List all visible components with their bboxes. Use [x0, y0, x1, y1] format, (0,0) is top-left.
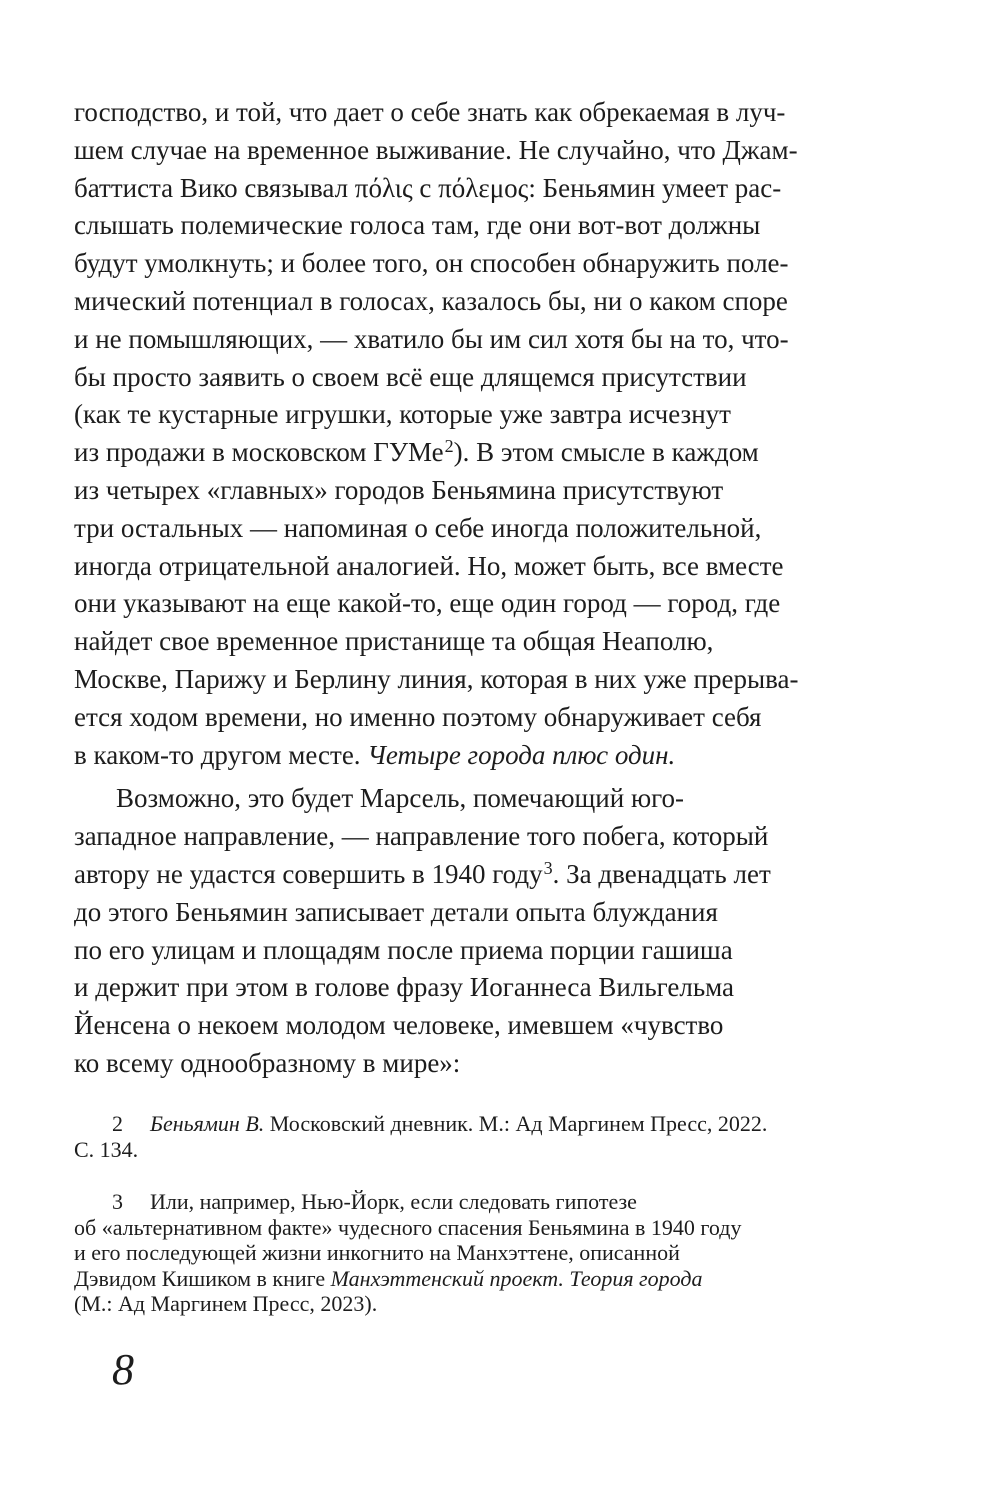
text-line: слышать полемические голоса там, где они вот-вот должны	[74, 210, 761, 241]
footnote-line: и его последующей жизни инкогнито на Манхэттене, описанной	[74, 1240, 680, 1265]
text-line: шем случае на временное выживание. Не случайно, что Джам-	[74, 134, 798, 165]
footnote-text: Дэвидом Кишиком в книге	[74, 1265, 331, 1291]
text-line: и не помышляющих, — хватило бы им сил хотя бы на то, что-	[74, 323, 789, 354]
page-number: 8	[112, 1345, 134, 1394]
text-segment: . За двенадцать лет	[552, 858, 771, 889]
text-segment: ). В этом смысле в каждом	[453, 437, 759, 468]
footnote-3	[74, 1189, 864, 1317]
footnote-line	[74, 1189, 864, 1215]
text-line: бы просто заявить о своем всё еще длящемся присутствии	[74, 361, 747, 392]
text-line: будут умолкнуть; и более того, он способен обнаружить поле-	[74, 248, 789, 279]
text-segment: автору не удастся совершить в 1940 году	[74, 858, 543, 889]
footnote-author: Беньямин В.	[150, 1111, 265, 1136]
text-line: найдет свое временное пристанище та общая Неаполю,	[74, 626, 714, 657]
text-line: по его улицам и площадям после приема порции гашиша	[74, 934, 733, 965]
text-line	[74, 856, 864, 894]
text-line: они указывают на еще какой-то, еще один город — город, где	[74, 588, 781, 619]
footnote-line	[74, 1266, 864, 1292]
footnote-line: С. 134.	[74, 1136, 139, 1162]
footnote-book-title: Манхэттенский проект. Теория города	[330, 1265, 703, 1291]
text-line	[74, 434, 864, 472]
text-line: ется ходом времени, но именно поэтому обнаруживает себя	[74, 701, 762, 732]
text-line: и держит при этом в голове фразу Иоганнеса Вильгельма	[74, 972, 735, 1003]
footnote-ref-3: 3	[543, 857, 553, 878]
footnote-line	[74, 1111, 864, 1137]
text-segment: из продажи в московском ГУМе	[74, 437, 444, 468]
text-line: господство, и той, что дает о себе знать как обрекаемая в луч-	[74, 97, 786, 127]
text-line: Йенсена о некоем молодом человеке, имевшем «чувство	[74, 1010, 724, 1041]
text-line: из четырех «главных» городов Беньямина присутствуют	[74, 474, 724, 505]
text-line: до этого Беньямин записывает детали опыта блуждания	[74, 896, 718, 927]
footnotes	[74, 1111, 864, 1344]
italic-phrase: Четыре города плюс один.	[367, 739, 676, 770]
main-text	[74, 94, 864, 1083]
text-line: Возможно, это будет Марсель, помечающий юго-	[116, 783, 685, 814]
text-line: (как те кустарные игрушки, которые уже завтра исчезнут	[74, 399, 731, 430]
footnote-line: (М.: Ад Маргинем Пресс, 2023).	[74, 1291, 378, 1316]
text-line: три остальных — напоминая о себе иногда положительной,	[74, 512, 762, 543]
text-line: баттиста Вико связывал πόλις с πόλεμος: Беньямин умеет рас-	[74, 172, 782, 203]
footnote-line: об «альтернативном факте» чудесного спасения Беньямина в 1940 году	[74, 1214, 742, 1240]
footnote-ref-2: 2	[444, 436, 454, 457]
footnote-2	[74, 1111, 864, 1162]
text-segment: в каком-то другом месте.	[74, 739, 368, 770]
text-line: иногда отрицательной аналогией. Но, может быть, все вместе	[74, 550, 784, 581]
footnote-text: Или, например, Нью-Йорк, если следовать гипотезе	[150, 1189, 637, 1214]
text-line: Москве, Парижу и Берлину линия, которая в них уже прерыва-	[74, 663, 799, 694]
text-line	[74, 737, 864, 775]
text-line: мический потенциал в голосах, казалось бы, ни о каком споре	[74, 285, 788, 316]
footnote-number: 3	[112, 1189, 123, 1214]
footnote-text: Московский дневник. М.: Ад Маргинем Пресс, 2022.	[264, 1111, 768, 1136]
text-line: ко всему однообразному в мире»:	[74, 1047, 461, 1078]
text-line: западное направление, — направление того побега, который	[74, 821, 769, 852]
footnote-number: 2	[112, 1111, 123, 1136]
